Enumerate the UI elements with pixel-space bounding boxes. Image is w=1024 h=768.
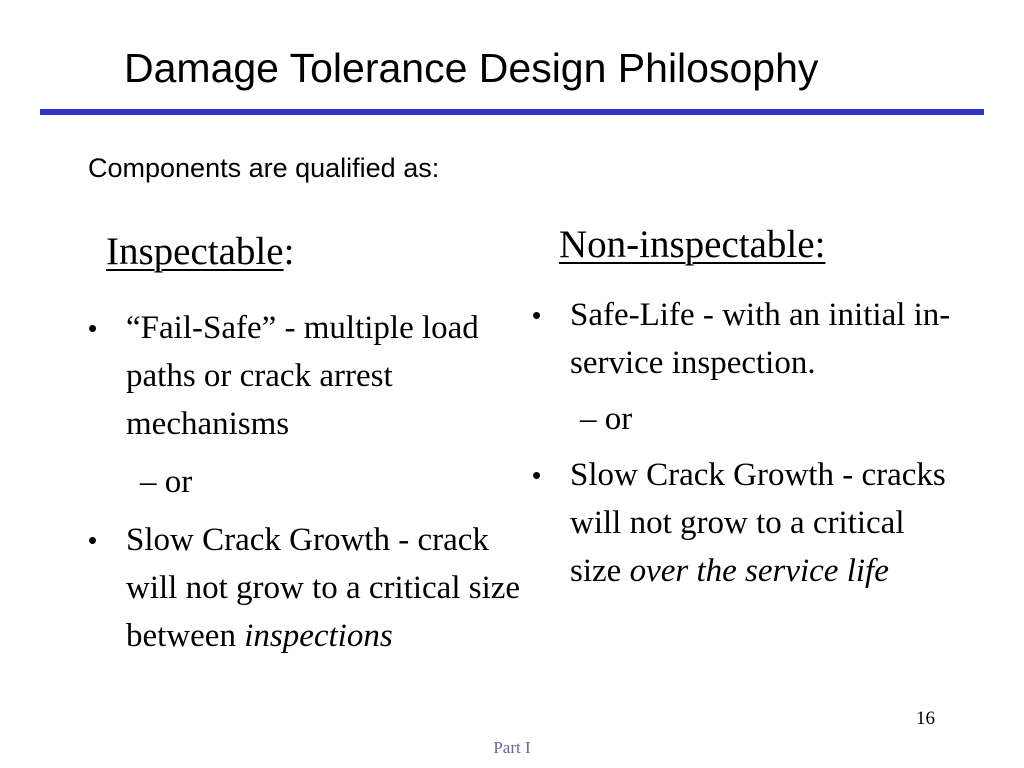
inspectable-heading xyxy=(106,229,294,275)
slow-crack-growth-text: Slow Crack Growth - crack will not grow to a critical size between xyxy=(126,522,521,654)
list-separator: – or xyxy=(580,401,633,437)
inspectable-list xyxy=(88,304,526,660)
list-item xyxy=(88,304,526,448)
intro-text: Components are qualified as: xyxy=(88,153,440,183)
slow-crack-growth-emphasis: over the service life xyxy=(629,553,889,589)
safe-life-text: Safe-Life - with an initial in-service inspection. xyxy=(570,297,951,381)
list-item xyxy=(532,291,960,387)
list-item xyxy=(532,451,960,595)
slow-crack-growth-emphasis: inspections xyxy=(244,618,393,654)
bullet-icon: • xyxy=(532,460,542,490)
footer-label: Part I xyxy=(493,738,531,757)
non-inspectable-heading xyxy=(559,222,825,268)
bullet-icon: • xyxy=(532,300,542,330)
page-number: 16 xyxy=(916,708,935,729)
non-inspectable-heading-label: Non-inspectable: xyxy=(559,223,826,266)
fail-safe-text: “Fail-Safe” - multiple load paths or crack arrest mechanisms xyxy=(126,310,479,442)
slow-crack-growth-text: Slow Crack Growth - cracks will not grow to a critical size xyxy=(570,457,946,589)
list-separator: – or xyxy=(140,464,193,500)
inspectable-heading-colon: : xyxy=(283,230,295,273)
non-inspectable-list xyxy=(532,291,960,595)
list-item xyxy=(88,516,526,660)
inspectable-heading-label: Inspectable xyxy=(106,230,284,273)
bullet-icon: • xyxy=(88,313,98,343)
slide-title: Damage Tolerance Design Philosophy xyxy=(124,45,819,91)
bullet-icon: • xyxy=(88,525,98,555)
title-divider xyxy=(40,109,984,115)
